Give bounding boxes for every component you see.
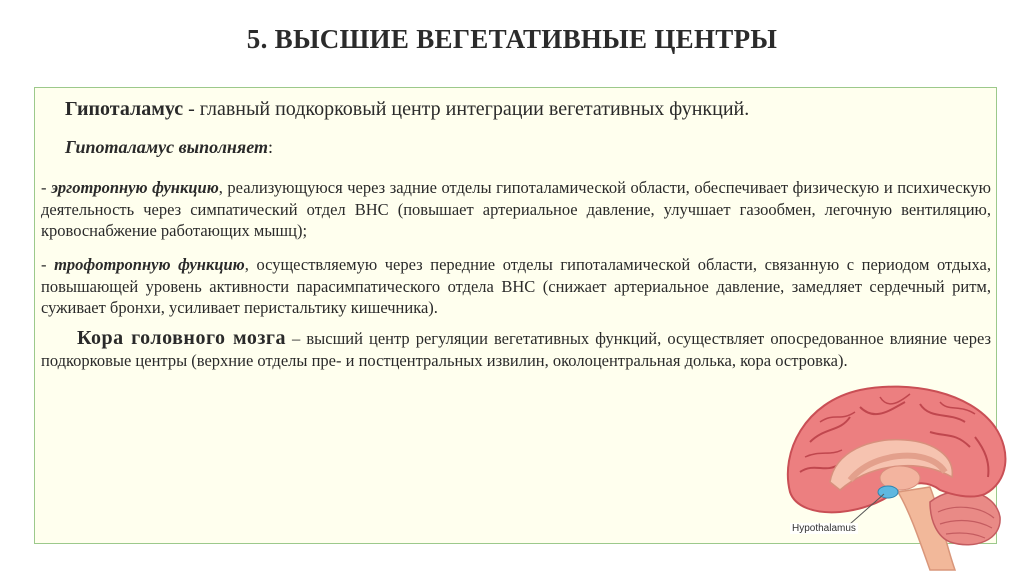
slide-title: 5. ВЫСШИЕ ВЕГЕТАТИВНЫЕ ЦЕНТРЫ: [246, 24, 778, 54]
brain-illustration: [780, 382, 1018, 572]
performs-heading: [65, 137, 273, 158]
trophotropic-term: трофотропную функцию: [54, 255, 245, 274]
hypothalamus-definition: - главный подкорковый центр интеграции вегетативных функций.: [183, 98, 750, 120]
list-item: [41, 254, 991, 319]
list-dash: -: [41, 178, 52, 197]
performs-label: Гипоталамус выполняет: [65, 137, 268, 157]
performs-colon: :: [267, 137, 273, 157]
hypothalamus-term: Гипоталамус: [65, 98, 184, 120]
list-item: [41, 177, 991, 242]
trophotropic-text: , осуществляемую через передние отделы гипоталамической области, связанную с периодом отдыха, повышающей уровень активности парасимпатического отдела ВНС (снижает артериальное давление, замедляет сердечный ритм, суживает бронхи, усиливает перистальтику кишечника).: [41, 255, 991, 317]
ergotropic-text: , реализующуюся через задние отделы гипоталамической области, обеспечивает физическую и психическую деятельность через симпатический отдел ВНС (повышает артериальное давление, улучшает газообмен, легочную вентиляцию, кровоснабжение работающих мышц);: [41, 178, 991, 240]
cortex-paragraph: [41, 327, 991, 372]
cortex-text: – высший центр регуляции вегетативных функций, осуществляет опосредованное влияние через подкорковые центры (верхние отделы пре- и постцентральных извилин, околоцентральная долька, кора островка).: [41, 329, 991, 370]
hypothalamus-paragraph: [65, 98, 749, 121]
ergotropic-term: эрготропную функцию: [51, 178, 219, 197]
hypothalamus-label: Hypothalamus: [792, 523, 856, 534]
list-dash: -: [41, 255, 55, 274]
cortex-term: Кора головного мозга: [77, 327, 286, 349]
